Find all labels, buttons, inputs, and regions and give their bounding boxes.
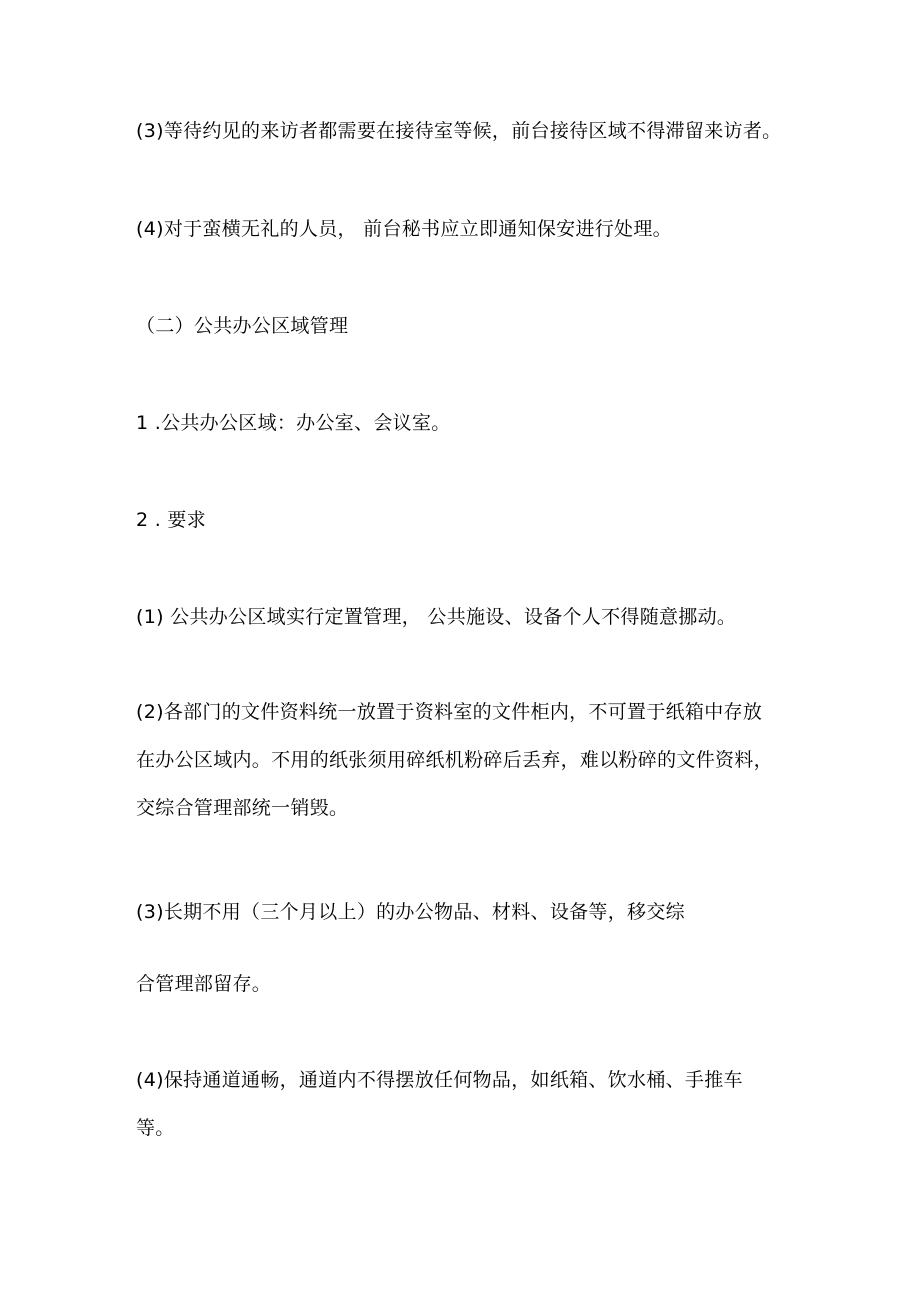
requirement-documents-line-1: (2)各部门的文件资料统一放置于资料室的文件柜内，不可置于纸箱中存放: [136, 701, 763, 723]
requirement-idle-items-line-2: 合管理部留存。: [136, 973, 272, 995]
section-heading-public-office: （二）公共办公区域管理: [136, 315, 349, 337]
paragraph-visitors-waiting: (3)等待约见的来访者都需要在接待室等候，前台接待区域不得滞留来访者。: [136, 120, 782, 142]
requirement-passage-line-1: (4)保持通道通畅，通道内不得摆放任何物品，如纸箱、饮水桶、手推车: [136, 1069, 743, 1091]
requirement-fixed-placement: (1) 公共办公区域实行定置管理， 公共施设、设备个人不得随意挪动。: [136, 606, 737, 628]
requirement-passage-line-2: 等。: [136, 1117, 175, 1139]
requirement-documents-line-3: 交综合管理部统一销毁。: [136, 797, 349, 819]
requirement-idle-items-line-1: (3)长期不用（三个月以上）的办公物品、材料、设备等，移交综: [136, 901, 685, 923]
item-public-office-areas: 1 .公共办公区域：办公室、会议室。: [136, 412, 451, 434]
paragraph-rude-persons: (4)对于蛮横无礼的人员， 前台秘书应立即通知保安进行处理。: [136, 218, 672, 240]
requirement-documents-line-2: 在办公区域内。不用的纸张须用碎纸机粉碎后丢弃，难以粉碎的文件资料，: [136, 749, 773, 771]
item-requirements: 2 . 要求: [136, 509, 207, 531]
